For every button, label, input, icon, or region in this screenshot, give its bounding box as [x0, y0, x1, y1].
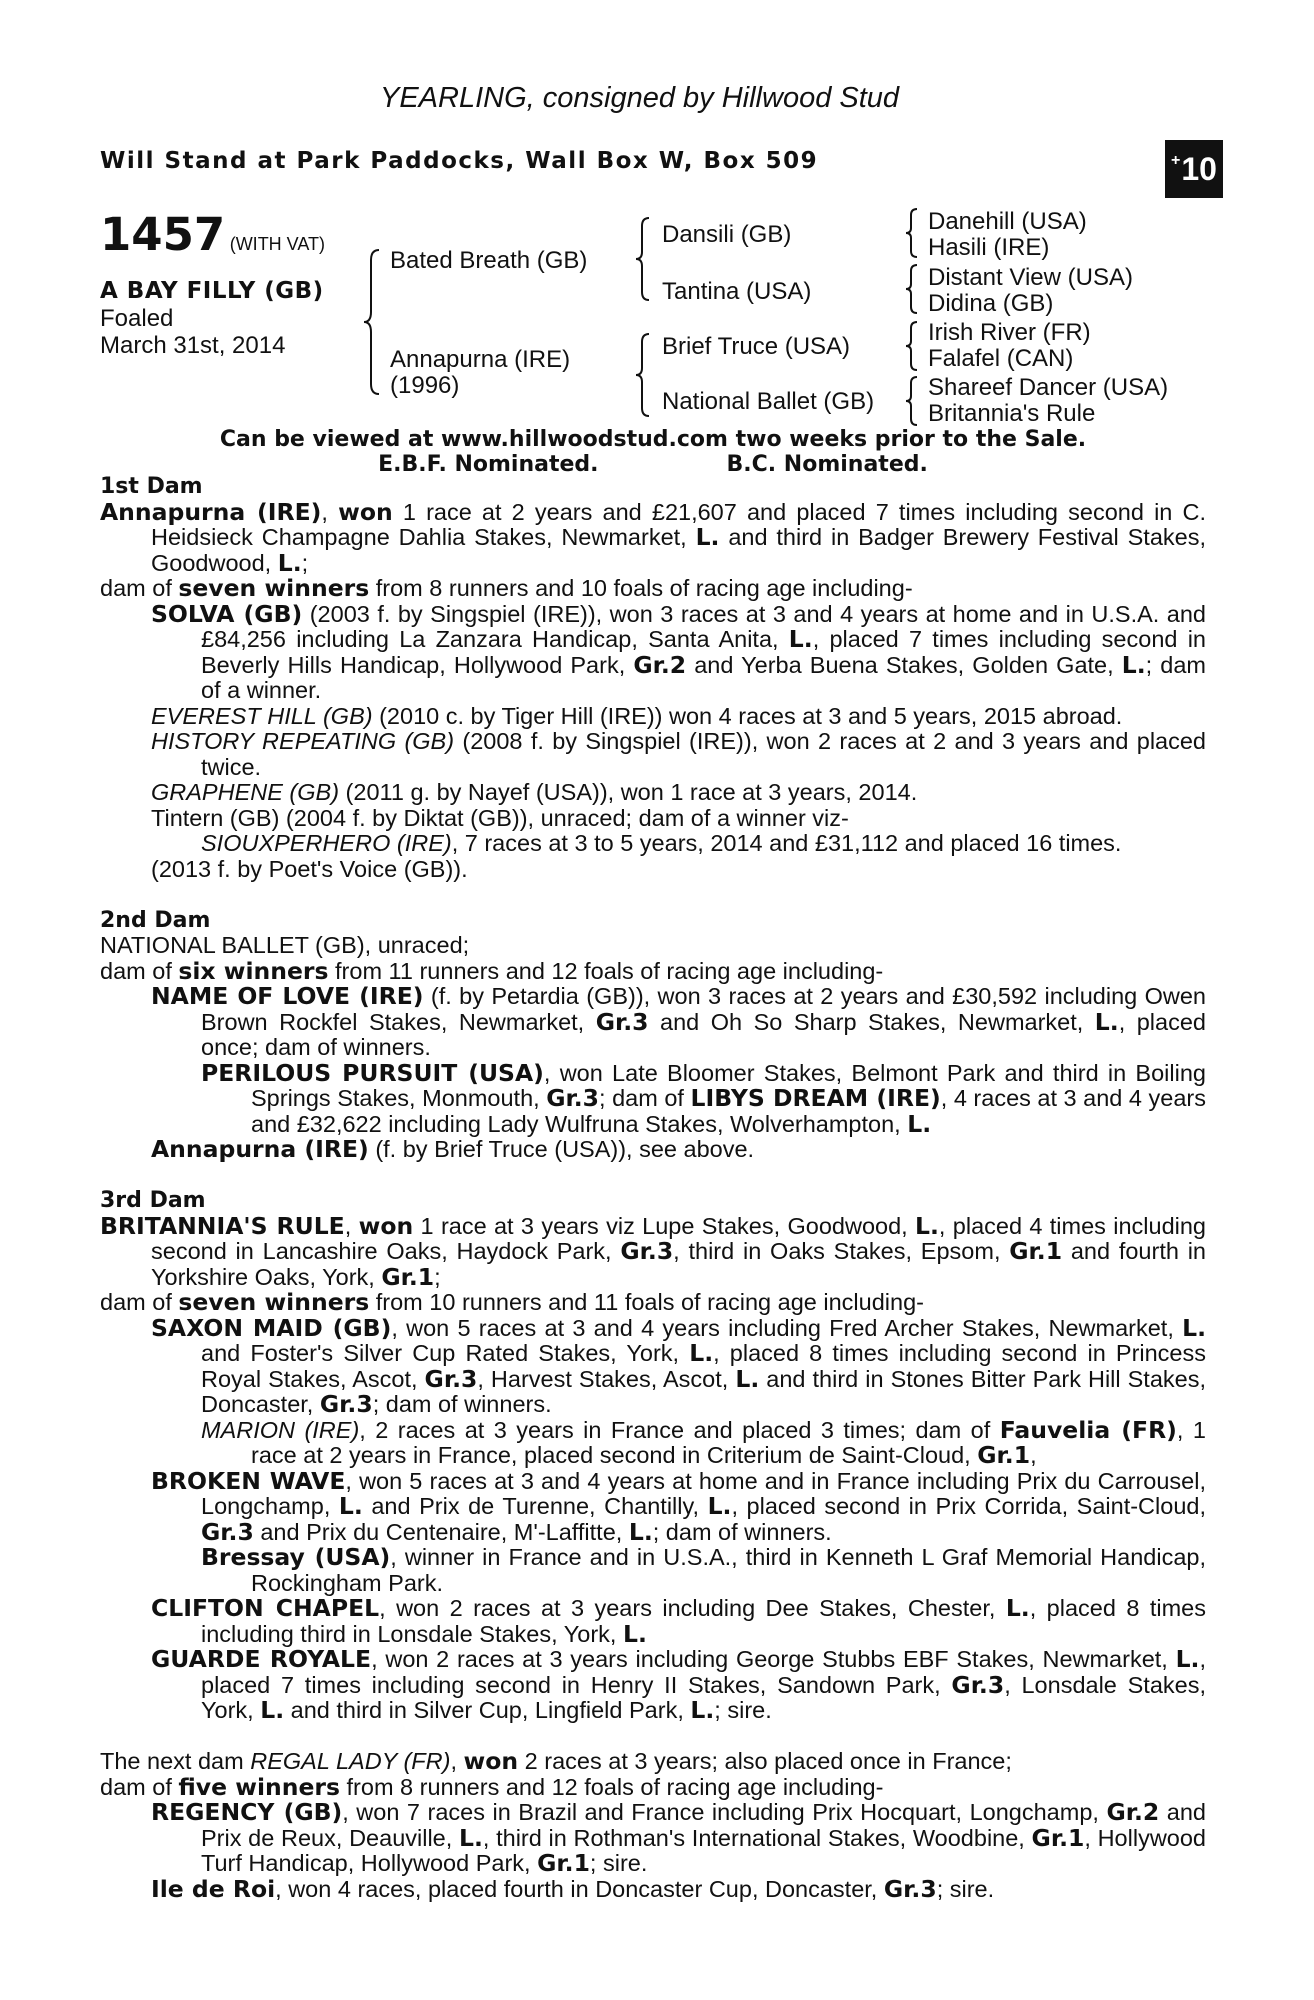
second-dam-heading: 2nd Dam: [100, 907, 211, 933]
first-dam-produce: dam of seven winners from 8 runners and 10 foals of racing age including-: [100, 574, 913, 602]
dam-line-body: [100, 474, 1206, 1902]
produce-regency: REGENCY (GB), won 7 races in Brazil and France including Prix Hocquart, Longchamp, Gr.2 and Prix de Reux, Deauville, L., third in Rothman's International Stakes, Woodbine, Gr.1, Hollywood Turf Handicap, Hollywood Park, Gr.1; sire.: [151, 1798, 1206, 1877]
pedigree-brace-main: [362, 248, 382, 396]
bc-nominated: B.C. Nominated.: [726, 452, 928, 477]
foaled-label: Foaled: [100, 305, 174, 332]
produce-2013-foal: (2013 f. by Poet's Voice (GB)).: [151, 855, 468, 882]
produce-solva: SOLVA (GB) (2003 f. by Singspiel (IRE)), won 3 races at 3 and 4 years at home and in U.S.A. and £84,256 including La Zanzara Handicap, Santa Anita, L., placed 7 times including second in Beverly Hills Handicap, Hollywood Park, Gr.2 and Yerba Buena Stakes, Golden Gate, L.; dam of a winner.: [151, 599, 1206, 703]
produce-clifton-chapel: CLIFTON CHAPEL, won 2 races at 3 years including Dee Stakes, Chester, L., placed 8 times including third in Lonsdale Stakes, York, L.: [151, 1594, 1206, 1648]
next-dam-produce: dam of five winners from 8 runners and 12 foals of racing age including-: [100, 1772, 884, 1801]
pedigree-sss: Danehill (USA): [928, 208, 1087, 235]
pedigree-brace-dd: [904, 375, 920, 427]
produce-marion: MARION (IRE), 2 races at 3 years in France and placed 3 times; dam of Fauvelia (FR), 1 race at 2 years in France, placed second in Criterium de Saint-Cloud, Gr.1,: [201, 1415, 1206, 1469]
produce-perilous-pursuit: PERILOUS PURSUIT (USA), won Late Bloomer Stakes, Belmont Park and third in Boiling Springs Stakes, Monmouth, Gr.3; dam of LIBYS DREAM (IRE), 4 races at 3 and 4 years and £32,622 including Lady Wulfruna Stakes, Wolverhampton, L.: [201, 1058, 1206, 1138]
produce-siouxperhero: SIOUXPERHERO (IRE), 7 races at 3 to 5 years, 2014 and £31,112 and placed 16 times.: [201, 830, 1122, 856]
pedigree-ddd: Britannia's Rule: [928, 400, 1096, 427]
produce-annapurna: Annapurna (IRE) (f. by Brief Truce (USA)), see above.: [151, 1135, 755, 1163]
pedigree-brace-ss: [904, 207, 920, 259]
produce-history-repeating: HISTORY REPEATING (GB) (2008 f. by Singspiel (IRE)), won 2 races at 2 and 3 years and placed twice.: [151, 728, 1207, 780]
pedigree-sds: Distant View (USA): [928, 264, 1133, 291]
lot-number-line: [100, 208, 325, 261]
foaled-date: March 31st, 2014: [100, 332, 286, 359]
first-dam-record: Annapurna (IRE), won 1 race at 2 years and £21,607 and placed 7 times including second in C. Heidsieck Champagne Dahlia Stakes, Newmarket, L. and third in Badger Brewery Festival Stakes, Goodwood, L.;: [100, 497, 1207, 577]
pedigree-dam-sire: Brief Truce (USA): [662, 333, 851, 360]
third-dam-produce: dam of seven winners from 10 runners and 11 foals of racing age including-: [100, 1288, 924, 1316]
pedigree-ssd: Hasili (IRE): [928, 234, 1050, 261]
lot-title: A BAY FILLY (GB): [100, 278, 324, 304]
badge-number: 10: [1181, 150, 1217, 187]
pedigree-brace-dam: [634, 332, 652, 418]
third-dam-heading: 3rd Dam: [100, 1188, 206, 1213]
ebf-nominated: E.B.F. Nominated.: [378, 452, 599, 477]
produce-graphene: GRAPHENE (GB) (2011 g. by Nayef (USA)), won 1 race at 3 years, 2014.: [151, 779, 918, 805]
pedigree-brace-sire: [634, 216, 652, 302]
produce-name-of-love: NAME OF LOVE (IRE) (f. by Petardia (GB)), won 3 races at 2 years and £30,592 including Owen Brown Rockfel Stakes, Newmarket, Gr.3 and Oh So Sharp Stakes, Newmarket, L., placed once; dam of winners.: [151, 982, 1206, 1060]
pedigree-dam: Annapurna (IRE): [390, 346, 571, 373]
pedigree-sdd: Didina (GB): [928, 290, 1054, 317]
produce-saxon-maid: SAXON MAID (GB), won 5 races at 3 and 4 years including Fred Archer Stakes, Newmarket, L. and Foster's Silver Cup Rated Stakes, York, L., placed 8 times including second in Princess Royal Stakes, Ascot, Gr.3, Harvest Stakes, Ascot, L. and third in Stones Bitter Park Hill Stakes, Doncaster, Gr.3; dam of winners.: [151, 1313, 1207, 1418]
pedigree-brace-sd: [904, 263, 920, 315]
consignor-line: YEARLING, consigned by Hillwood Stud: [380, 82, 900, 114]
pedigree-brace-ds: [904, 320, 920, 372]
view-note: Can be viewed at www.hillwoodstud.com two weeks prior to the Sale.: [219, 427, 1087, 452]
pedigree-dam-year: (1996): [390, 372, 460, 399]
second-dam-name: NATIONAL BALLET (GB), unraced;: [100, 932, 470, 958]
lot-number: 1457: [100, 208, 226, 261]
pedigree-dam-dam: National Ballet (GB): [662, 388, 875, 415]
second-dam-produce: dam of six winners from 11 runners and 12 foals of racing age including-: [100, 956, 884, 985]
produce-tintern: Tintern (GB) (2004 f. by Diktat (GB)), unraced; dam of a winner viz-: [151, 804, 849, 831]
pedigree-dds: Shareef Dancer (USA): [928, 374, 1169, 401]
vat-note: (WITH VAT): [229, 234, 326, 254]
pedigree-sire-dam: Tantina (USA): [662, 278, 812, 305]
produce-broken-wave: BROKEN WAVE, won 5 races at 3 and 4 years at home and in France including Prix du Carrousel, Longchamp, L. and Prix de Turenne, Chantilly, L., placed second in Prix Corrida, Saint-Cloud, Gr.3 and Prix du Centenaire, M'-Laffitte, L.; dam of winners.: [151, 1466, 1207, 1546]
produce-everest-hill: EVEREST HILL (GB) (2010 c. by Tiger Hill (IRE)) won 4 races at 3 and 5 years, 2015 abroad.: [151, 702, 1123, 729]
lot-badge: [1165, 140, 1223, 198]
produce-ile-de-roi: Ile de Roi, won 4 races, placed fourth in Doncaster Cup, Doncaster, Gr.3; sire.: [151, 1874, 995, 1903]
badge-plus: +: [1171, 152, 1181, 169]
produce-bressay: Bressay (USA), winner in France and in U.S.A., third in Kenneth L Graf Memorial Handicap, Rockingham Park.: [201, 1543, 1207, 1596]
pedigree-sire-sire: Dansili (GB): [662, 221, 792, 248]
stand-location: Will Stand at Park Paddocks, Wall Box W, Box 509: [100, 148, 819, 174]
third-dam-record: BRITANNIA'S RULE, won 1 race at 3 years viz Lupe Stakes, Goodwood, L., placed 4 times including second in Lancashire Oaks, Haydock Park, Gr.3, third in Oaks Stakes, Epsom, Gr.1 and fourth in Yorkshire Oaks, York, Gr.1;: [100, 1211, 1207, 1291]
pedigree-dsd: Falafel (CAN): [928, 345, 1074, 372]
pedigree-sire: Bated Breath (GB): [390, 247, 588, 274]
next-dam-record: The next dam REGAL LADY (FR), won 2 races at 3 years; also placed once in France;: [100, 1747, 1012, 1775]
first-dam-heading: 1st Dam: [100, 474, 203, 499]
produce-guarde-royale: GUARDE ROYALE, won 2 races at 3 years including George Stubbs EBF Stakes, Newmarket, L., placed 7 times including second in Henry II Stakes, Sandown Park, Gr.3, Lonsdale Stakes, York, L. and third in Silver Cup, Lingfield Park, L.; sire.: [151, 1645, 1206, 1724]
pedigree-dss: Irish River (FR): [928, 319, 1091, 346]
